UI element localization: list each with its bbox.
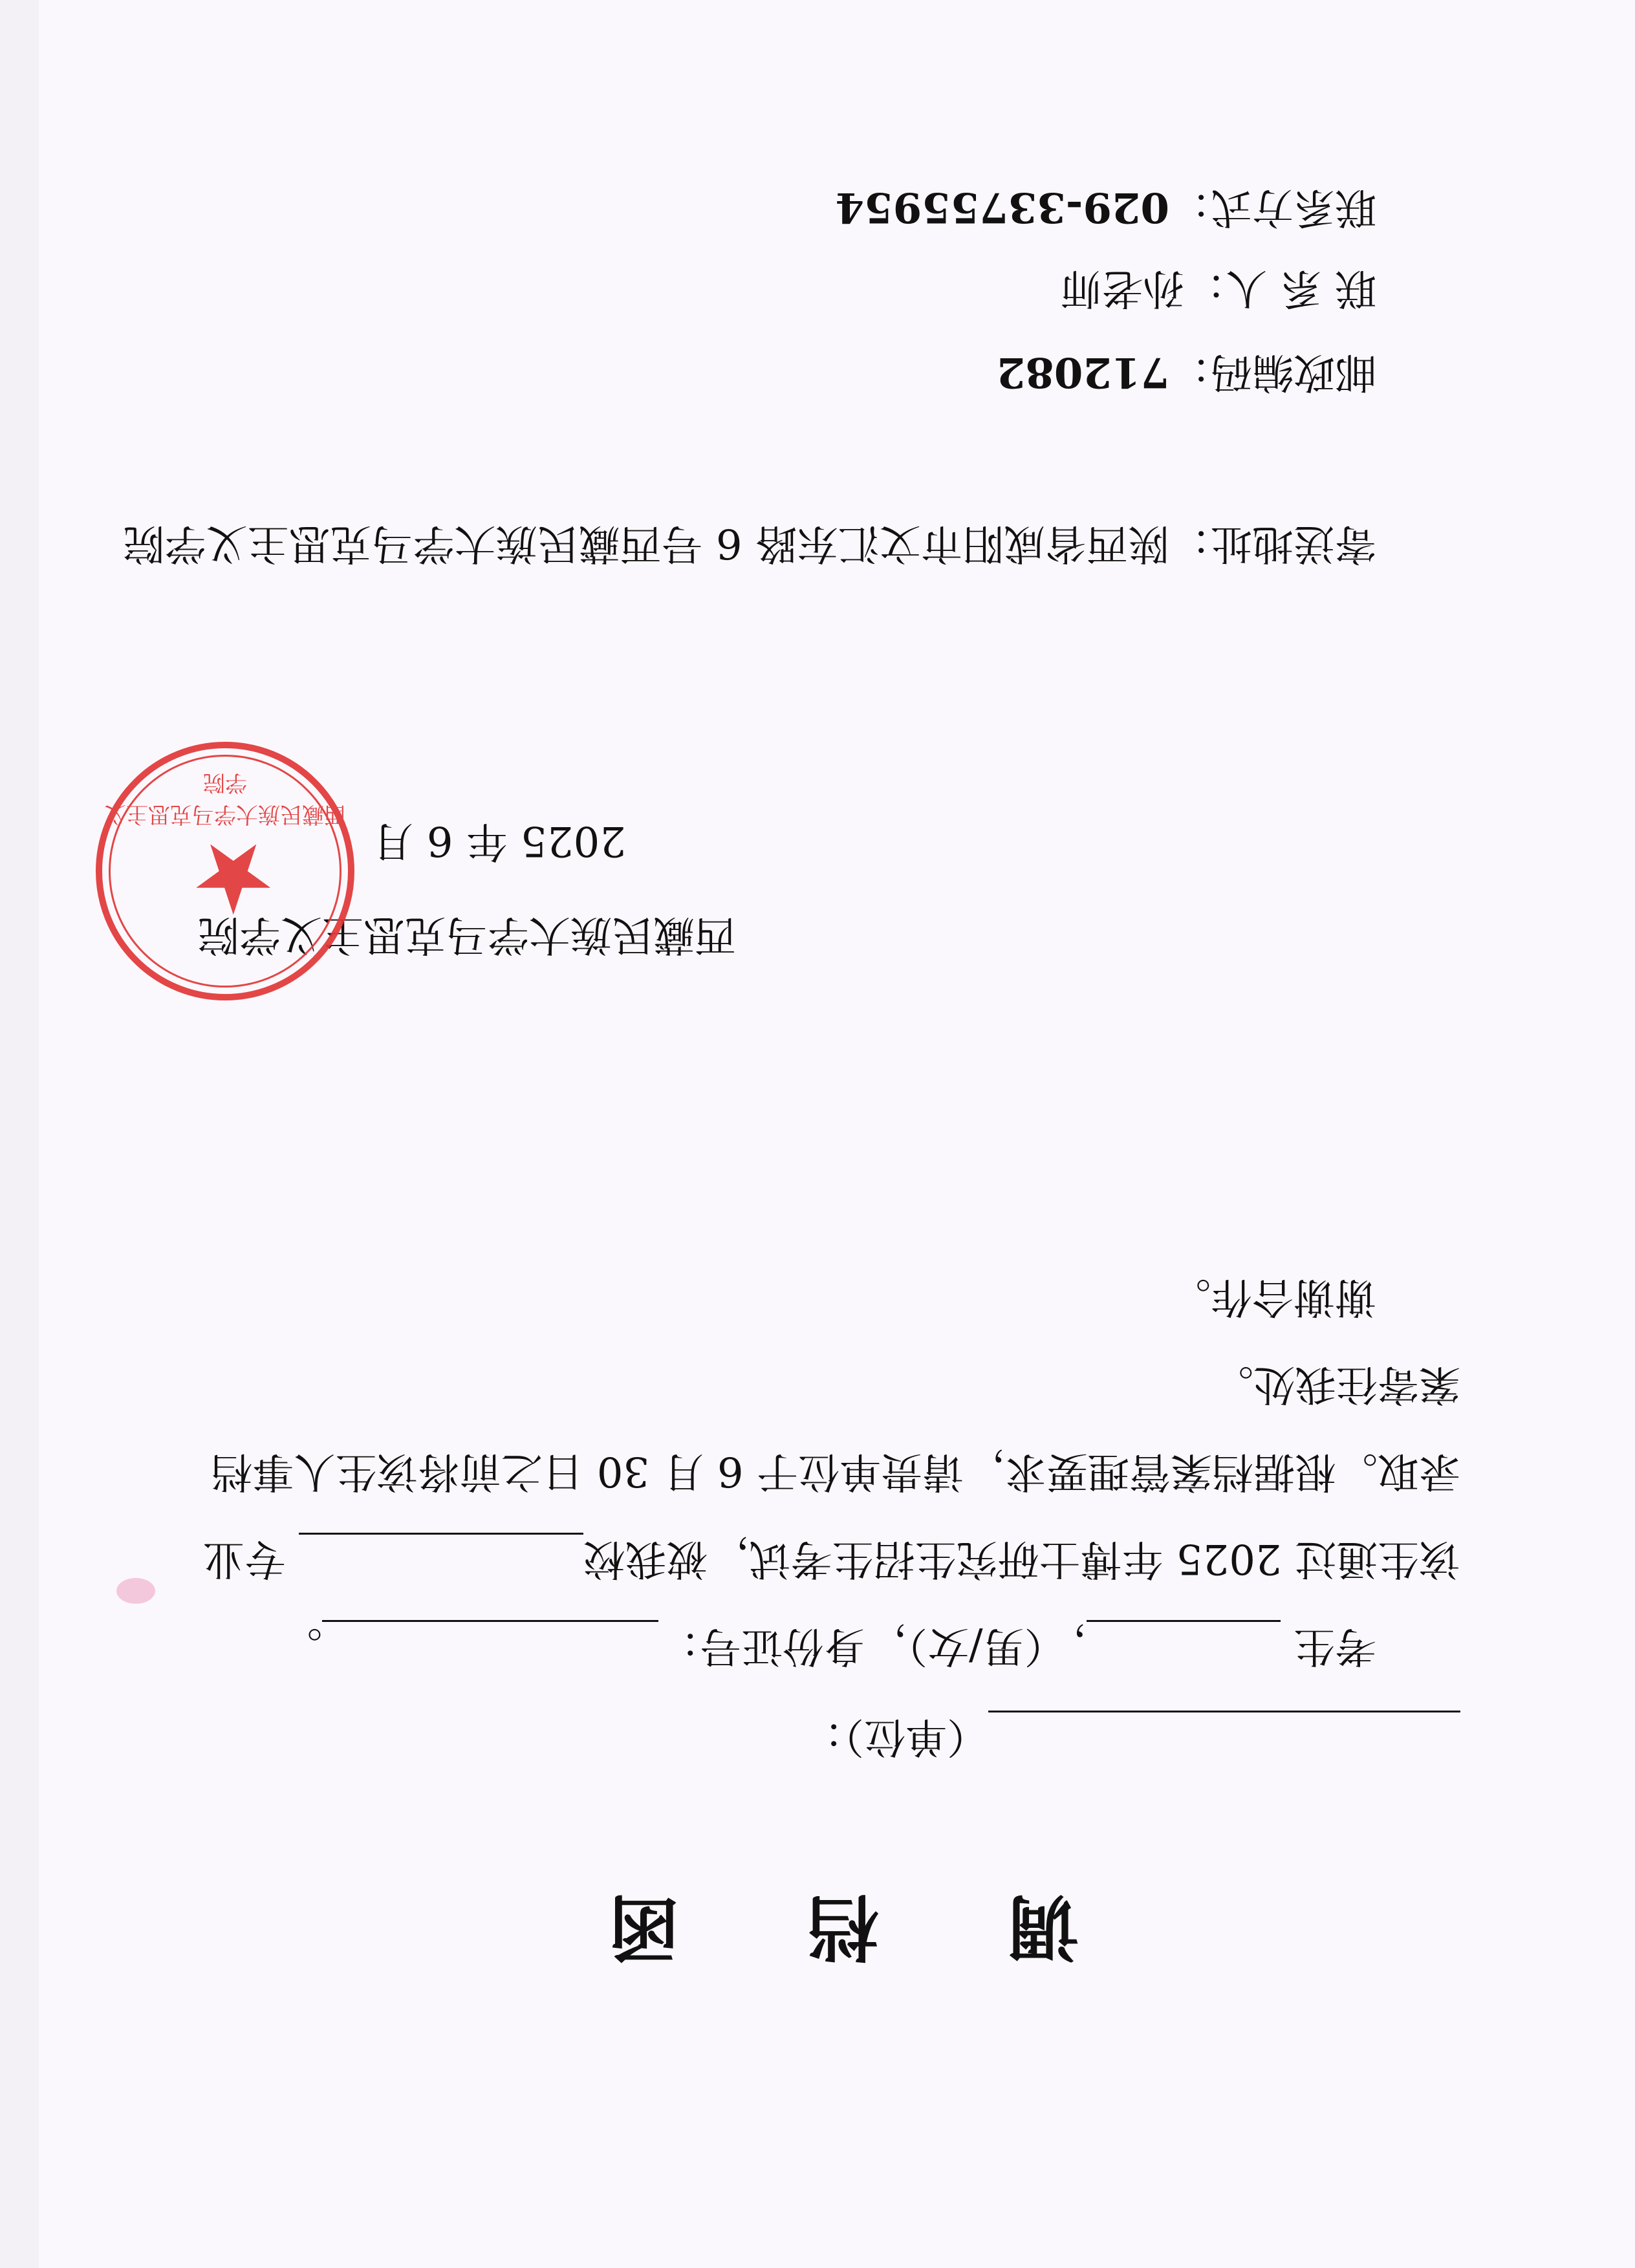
major-label: 专业 (203, 1535, 287, 1582)
unit-blank (988, 1711, 1460, 1751)
postcode-label: 邮政编码： (1169, 348, 1376, 396)
signature-org: 西藏民族大学马克思主义学院 (198, 911, 736, 958)
candidate-label: 考生 (1294, 1622, 1376, 1670)
gender-id-label: ，（男/女），身份证号： (658, 1622, 1087, 1670)
exam-text: 该生通过 2025 年博士研究生招生考试，被我校 (583, 1535, 1460, 1582)
star-icon: ★ (189, 821, 277, 934)
paper-speck (116, 1578, 155, 1604)
postcode-line (997, 346, 1376, 405)
phone-label: 联系方式： (1169, 183, 1376, 231)
address-label: 寄送地址： (1169, 519, 1376, 567)
addressee-label: （单位）： (802, 1712, 988, 1760)
contact-person-value: 孙老师 (1060, 264, 1185, 312)
postcode-value: 712082 (996, 348, 1169, 396)
document-title: 调 档 函 (556, 1885, 1079, 1969)
id-blank (322, 1620, 658, 1661)
phone-value: 029-33755954 (835, 183, 1169, 232)
contact-person-label: 联 系 人： (1184, 264, 1376, 312)
major-blank (299, 1533, 583, 1573)
body-line-3: 录取。根据档案管理要求，请贵单位于 6 月 30 日之前将该生人事档 (211, 1447, 1460, 1495)
contact-person-line (1060, 262, 1376, 321)
addressee-line (802, 1711, 1460, 1770)
line1-end: 。 (281, 1622, 323, 1670)
body-line-4: 案寄往我处。 (1212, 1360, 1460, 1408)
official-seal (96, 742, 354, 1000)
body-line-2 (203, 1533, 1460, 1592)
address-line (124, 517, 1376, 577)
signature-date: 2025 年 6 月 (372, 817, 626, 865)
phone-line (836, 181, 1376, 241)
address-value: 陕西省咸阳市文汇东路 6 号西藏民族大学马克思主义学院 (123, 519, 1169, 567)
body-line-1 (281, 1620, 1376, 1679)
name-blank (1087, 1620, 1281, 1661)
thanks-line: 谢谢合作。 (1169, 1273, 1376, 1321)
seal-text: 西藏民族大学马克思主义学院 (104, 770, 346, 827)
